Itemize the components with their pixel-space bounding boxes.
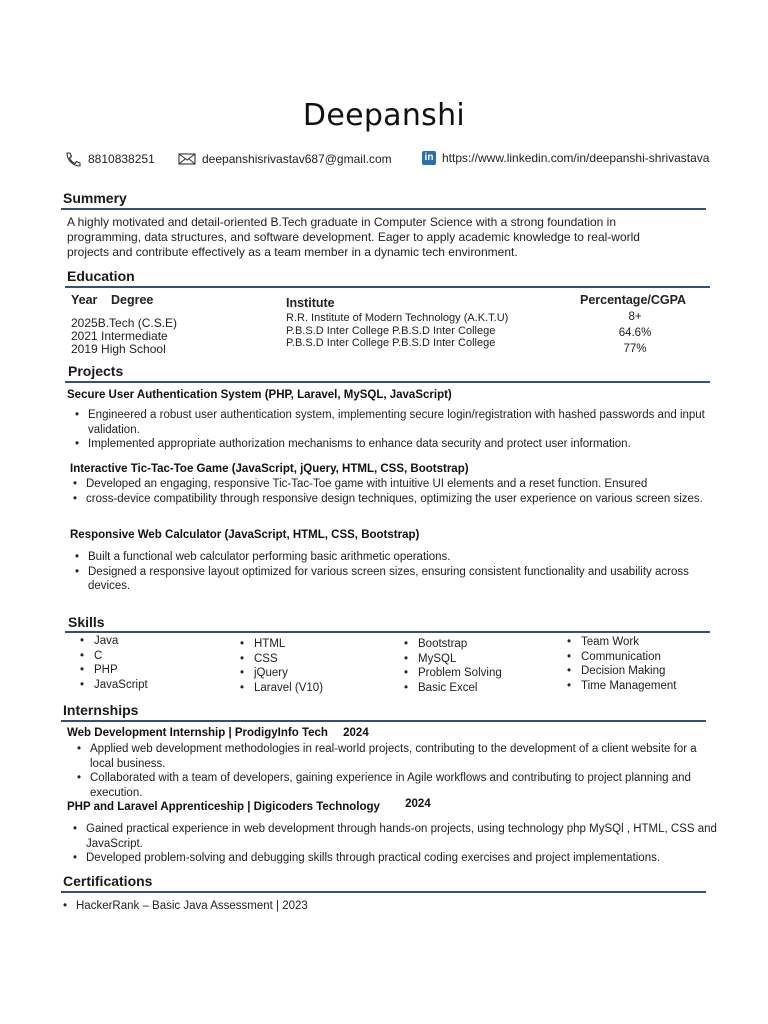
list-item: • Developed problem-solving and debugging skills through practical coding exercises and project implementations. bbox=[70, 851, 718, 866]
skill-item: • PHP bbox=[80, 663, 148, 678]
project-bullets bbox=[72, 408, 718, 452]
edu-score: 77% bbox=[623, 343, 647, 355]
phone-text[interactable]: 8810838251 bbox=[88, 152, 155, 166]
list-item: • Collaborated with a team of developers, gaining experience in Agile workflows and contributing to project planning and execution. bbox=[74, 771, 718, 800]
edu-score: 64.6% bbox=[618, 327, 652, 339]
section-rule bbox=[61, 720, 706, 722]
contact-phone bbox=[64, 151, 155, 167]
internship-bullets bbox=[74, 742, 718, 800]
list-item: • HackerRank – Basic Java Assessment | 2023 bbox=[60, 899, 700, 914]
skill-item: • C bbox=[80, 649, 148, 664]
list-item: • Gained practical experience in web development through hands-on projects, using technology php MySQl , HTML, CSS and JavaScript. bbox=[70, 822, 718, 851]
phone-icon bbox=[64, 151, 82, 167]
section-heading-education: Education bbox=[67, 268, 135, 284]
edu-col-degree: Degree bbox=[111, 293, 154, 307]
skill-item: • MySQL bbox=[404, 652, 502, 667]
section-heading-projects: Projects bbox=[68, 363, 124, 379]
project-bullets bbox=[70, 477, 722, 506]
contact-linkedin bbox=[422, 151, 709, 165]
skill-item: • CSS bbox=[240, 652, 323, 667]
mail-icon bbox=[178, 151, 196, 167]
skill-item: • HTML bbox=[240, 637, 323, 652]
email-text[interactable]: deepanshisrivastav687@gmail.com bbox=[202, 152, 392, 166]
edu-year-degree: 2019 High School bbox=[71, 342, 166, 356]
edu-year-degree: 2025B.Tech (C.S.E) bbox=[71, 316, 178, 330]
skills-column bbox=[240, 637, 323, 695]
skill-item: • jQuery bbox=[240, 666, 323, 681]
skill-item: • Laravel (V10) bbox=[240, 681, 323, 696]
section-heading-skills: Skills bbox=[68, 614, 105, 630]
internship-title bbox=[67, 727, 369, 739]
list-item: • Developed an engaging, responsive Tic-Tac-Toe game with intuitive UI elements and a reset function. Ensured bbox=[70, 477, 722, 492]
list-item: • Designed a responsive layout optimized for various screen sizes, ensuring consistent functionality and usability across devices. bbox=[72, 565, 712, 594]
list-item: • cross-device compatibility through responsive design techniques, optimizing the user experience on various screen sizes. bbox=[70, 492, 722, 507]
project-title: Secure User Authentication System (PHP, Laravel, MySQL, JavaScript) bbox=[67, 389, 452, 401]
skills-column bbox=[80, 634, 148, 692]
edu-year-degree: 2021 Intermediate bbox=[71, 329, 168, 343]
list-item: • Engineered a robust user authentication system, implementing secure login/registration with hashed passwords and input validation. bbox=[72, 408, 718, 437]
skill-item: • Decision Making bbox=[567, 664, 676, 679]
summary-line: A highly motivated and detail-oriented B.Tech graduate in Computer Science with a strong foundation in bbox=[67, 215, 616, 229]
skills-column bbox=[567, 635, 676, 693]
skill-item: • Team Work bbox=[567, 635, 676, 650]
list-item: • Built a functional web calculator performing basic arithmetic operations. bbox=[72, 550, 712, 565]
skill-item: • JavaScript bbox=[80, 678, 148, 693]
section-rule bbox=[65, 286, 710, 288]
project-title: Responsive Web Calculator (JavaScript, HTML, CSS, Bootstrap) bbox=[70, 529, 420, 541]
edu-institute: R.R. Institute of Modern Technology (A.K.T.U) bbox=[286, 312, 509, 324]
section-heading-summary: Summery bbox=[63, 190, 127, 206]
skill-item: • Time Management bbox=[567, 679, 676, 694]
internship-title bbox=[67, 798, 431, 813]
list-item: • Implemented appropriate authorization mechanisms to enhance data security and protect user information. bbox=[72, 437, 718, 452]
summary-line: projects and contribute effectively as a team member in a dynamic tech environment. bbox=[67, 245, 518, 259]
edu-year-degree-list bbox=[71, 317, 177, 356]
edu-score: 8+ bbox=[628, 311, 642, 323]
edu-institute: P.B.S.D Inter College P.B.S.D Inter College bbox=[286, 324, 496, 337]
section-rule bbox=[61, 208, 706, 210]
list-item: • Applied web development methodologies in real-world projects, contributing to the development of a client website for a local business. bbox=[74, 742, 718, 771]
internship-bullets bbox=[70, 822, 718, 866]
contact-email bbox=[178, 151, 392, 167]
skill-item: • Problem Solving bbox=[404, 666, 502, 681]
project-bullets bbox=[72, 550, 712, 594]
summary-text bbox=[67, 215, 707, 260]
linkedin-link[interactable]: https://www.linkedin.com/in/deepanshi-shrivastava bbox=[442, 151, 710, 165]
section-rule bbox=[61, 891, 706, 893]
edu-score-list bbox=[600, 309, 670, 357]
skill-item: • Java bbox=[80, 634, 148, 649]
candidate-name: Deepanshi bbox=[302, 98, 466, 133]
skill-item: • Basic Excel bbox=[404, 681, 502, 696]
project-title: Interactive Tic-Tac-Toe Game (JavaScript, jQuery, HTML, CSS, Bootstrap) bbox=[70, 463, 469, 475]
section-heading-internships: Internships bbox=[63, 702, 139, 718]
section-rule bbox=[65, 631, 710, 633]
edu-institute-list bbox=[286, 312, 508, 350]
internship-name: Web Development Internship | ProdigyInfo Tech bbox=[67, 727, 328, 739]
edu-col-year: Year bbox=[71, 293, 98, 307]
skills-column bbox=[404, 637, 502, 695]
section-rule bbox=[65, 381, 710, 383]
skill-item: • Bootstrap bbox=[404, 637, 502, 652]
summary-line: programming, data structures, and software development. Eager to apply academic knowledge to real-world bbox=[67, 230, 640, 244]
internship-year: 2024 bbox=[405, 798, 431, 810]
internship-name: PHP and Laravel Apprenticeship | Digicoders Technology bbox=[67, 801, 380, 813]
section-heading-certifications: Certifications bbox=[63, 873, 153, 889]
skill-item: • Communication bbox=[567, 650, 676, 665]
linkedin-icon: in bbox=[422, 151, 436, 165]
edu-col-institute: Institute bbox=[286, 296, 335, 310]
internship-year: 2024 bbox=[343, 727, 369, 739]
edu-institute: P.B.S.D Inter College P.B.S.D Inter College bbox=[286, 337, 496, 349]
edu-col-score: Percentage/CGPA bbox=[580, 293, 687, 307]
certification-list bbox=[60, 899, 700, 914]
